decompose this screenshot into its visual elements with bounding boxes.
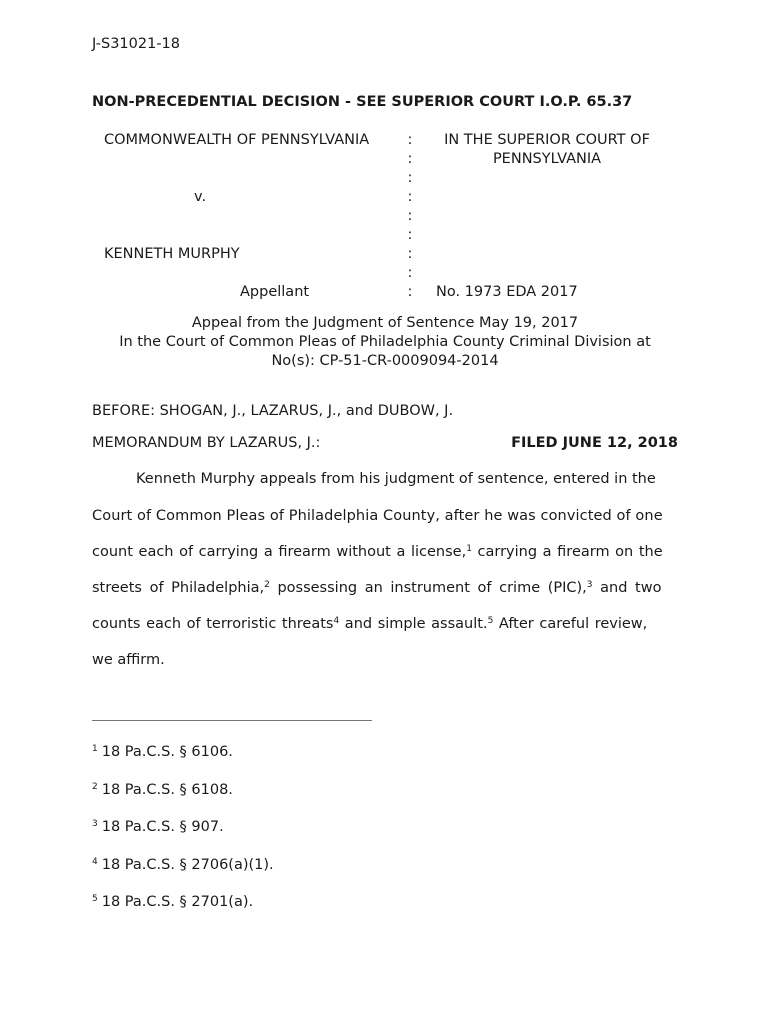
appeal-line1: Appeal from the Judgment of Sentence May 19, 2017: [191, 315, 579, 331]
court-name-line2: PENNSYLVANIA: [492, 151, 602, 167]
footnote: $^5$ 18 Pa.C.S. § 2701(a).: [92, 894, 254, 910]
footnote: $^4$ 18 Pa.C.S. § 2706(a)(1).: [92, 857, 274, 873]
footnote-ref[interactable]: 5: [487, 616, 494, 626]
plaintiff-name: COMMONWEALTH OF PENNSYLVANIA: [104, 132, 370, 148]
caption-separator: :: [407, 132, 413, 148]
docket-id: J-S31021-18: [92, 36, 181, 52]
body-line: streets of Philadelphia,$^2$ possessing an instrument of crime (PIC),$^3$ and two: [92, 580, 662, 596]
court-name-line1: IN THE SUPERIOR COURT OF: [444, 132, 650, 148]
body-line: count each of carrying a firearm without a license,$^1$ carrying a firearm on the: [92, 544, 663, 560]
filed-date: FILED JUNE 12, 2018: [511, 435, 678, 451]
appellant-label: Appellant: [240, 284, 310, 300]
defendant-name: KENNETH MURPHY: [104, 246, 240, 262]
caption-separator: :: [407, 284, 413, 300]
caption-separator: :: [407, 208, 413, 224]
body-line: we affirm.: [92, 652, 165, 668]
caption-separator: :: [407, 189, 413, 205]
panel-judges: BEFORE: SHOGAN, J., LAZARUS, J., and DUBOW, J.: [92, 403, 454, 419]
body-line: Court of Common Pleas of Philadelphia County, after he was convicted of one: [92, 508, 663, 524]
footnote: $^1$ 18 Pa.C.S. § 6106.: [92, 744, 233, 760]
decision-heading: NON-PRECEDENTIAL DECISION - SEE SUPERIOR COURT I.O.P. 65.37: [92, 94, 633, 110]
body-line: Kenneth Murphy appeals from his judgment of sentence, entered in the: [136, 471, 656, 487]
appeal-line2: In the Court of Common Pleas of Philadelphia County Criminal Division at: [119, 334, 651, 350]
footnote-ref[interactable]: 1: [466, 544, 472, 554]
caption-separator: :: [407, 151, 413, 167]
memorandum-author: MEMORANDUM BY LAZARUS, J.:: [92, 435, 321, 451]
footnote-divider: [92, 720, 372, 721]
caption-separator: :: [407, 227, 413, 243]
appeal-line3: No(s): CP-51-CR-0009094-2014: [271, 353, 499, 369]
caption-separator: :: [407, 170, 413, 186]
versus: v.: [194, 189, 207, 205]
caption-separator: :: [407, 265, 413, 281]
footnote: $^2$ 18 Pa.C.S. § 6108.: [92, 782, 233, 798]
body-line: counts each of terroristic threats$^4$ and simple assault.$^5$ After careful review,: [92, 616, 648, 632]
footnote-ref[interactable]: 2: [264, 580, 270, 590]
footnote-ref[interactable]: 3: [586, 580, 593, 590]
caption-separator: :: [407, 246, 413, 262]
docket-number: No. 1973 EDA 2017: [436, 284, 578, 300]
footnote: $^3$ 18 Pa.C.S. § 907.: [92, 819, 224, 835]
footnote-ref[interactable]: 4: [333, 616, 340, 626]
